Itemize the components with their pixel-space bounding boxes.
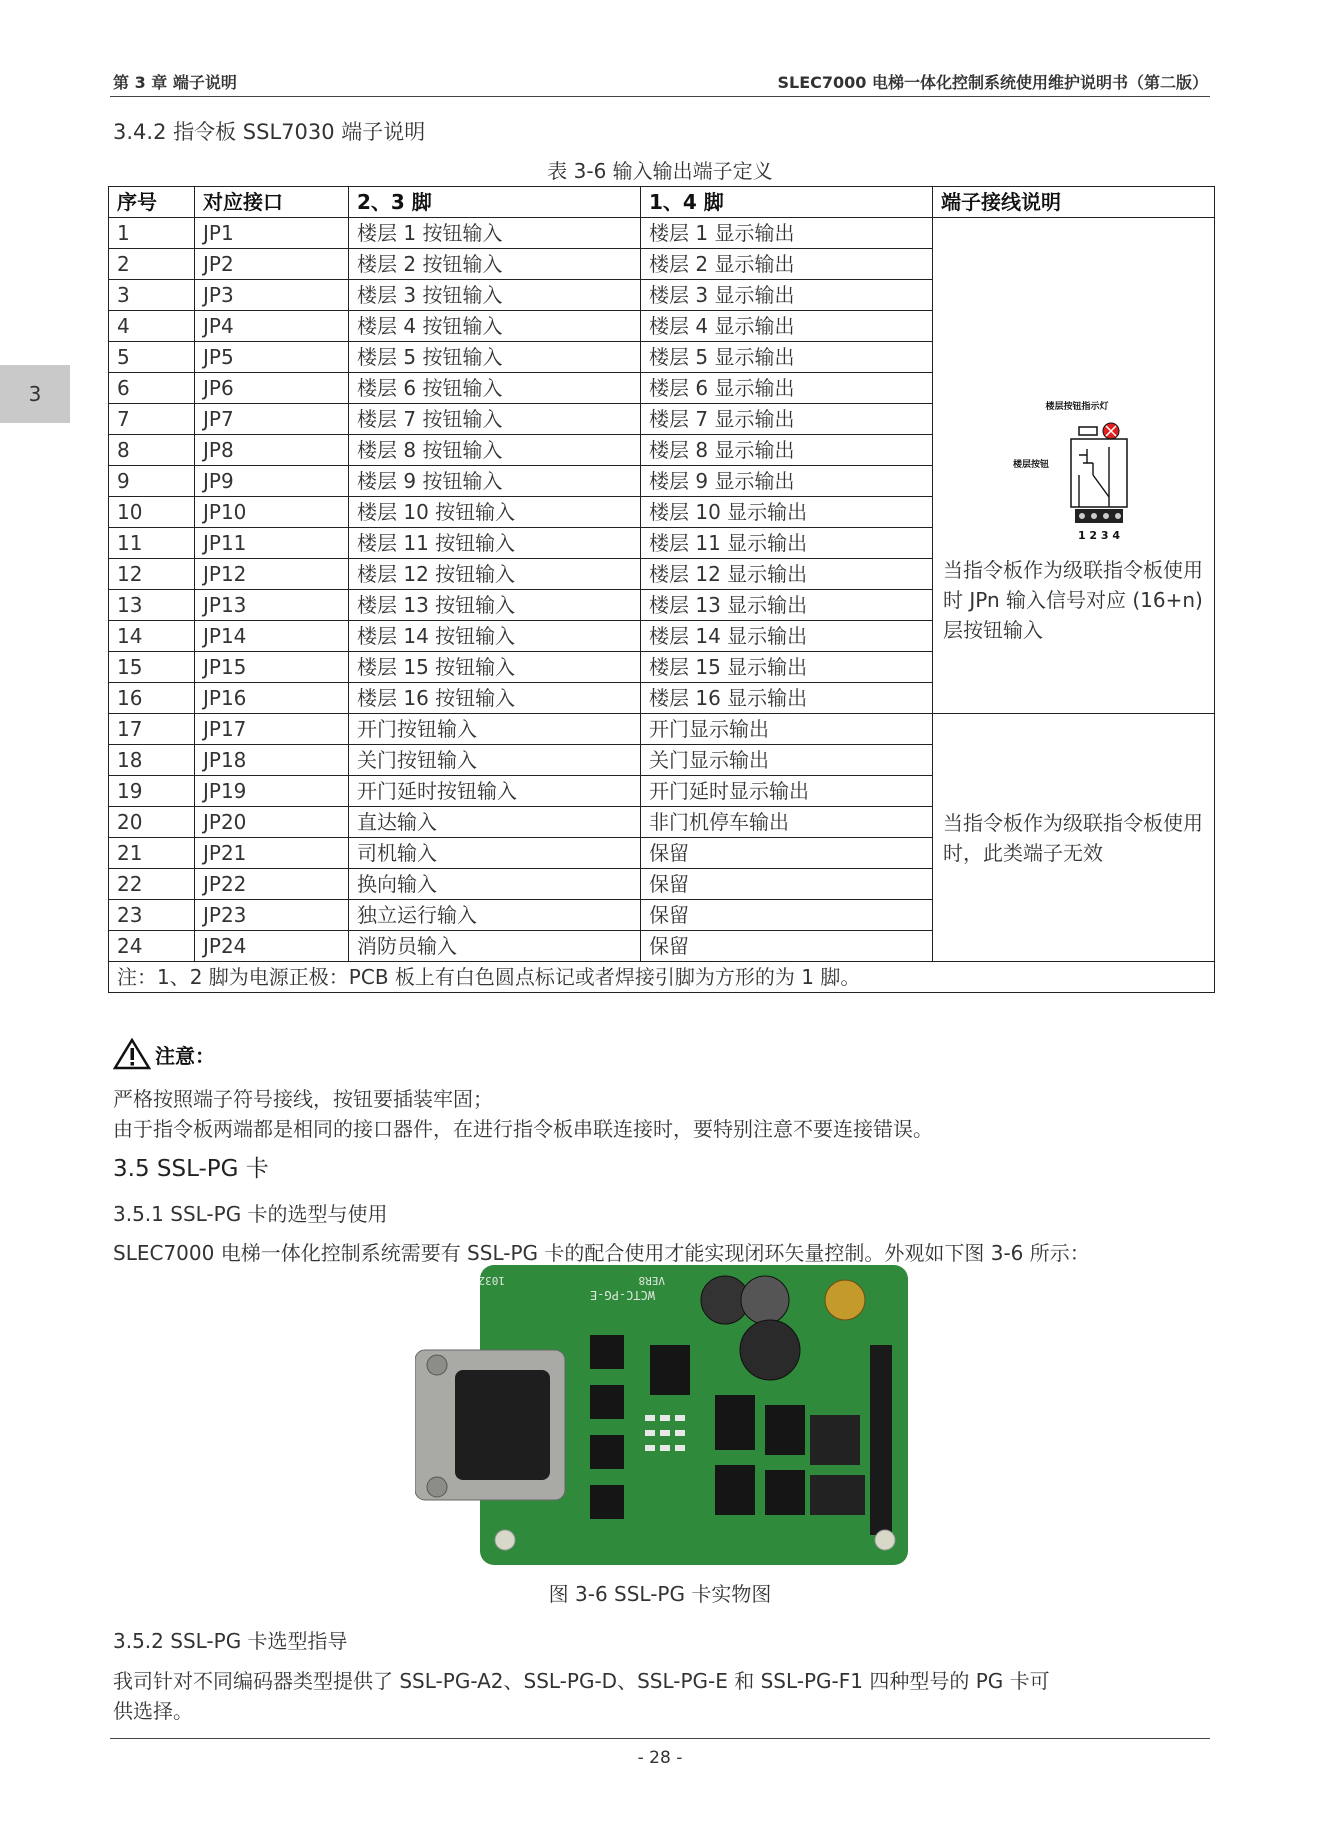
row-pins-2-3: 楼层 4 按钮输入 — [349, 311, 641, 342]
row-pins-1-4: 楼层 1 显示输出 — [641, 218, 933, 249]
row-pins-2-3: 楼层 10 按钮输入 — [349, 497, 641, 528]
row-interface: JP8 — [195, 435, 349, 466]
row-index: 20 — [109, 807, 195, 838]
chapter-header: 第 3 章 端子说明 — [113, 73, 237, 92]
table-caption: 表 3-6 输入输出端子定义 — [547, 159, 773, 183]
footer-divider — [110, 1738, 1210, 1739]
section-3-5-title: 3.5 SSL-PG 卡 — [113, 1156, 269, 1182]
row-index: 1 — [109, 218, 195, 249]
row-index: 7 — [109, 404, 195, 435]
row-pins-2-3: 楼层 1 按钮输入 — [349, 218, 641, 249]
board-number-text: 1032 — [478, 1274, 505, 1287]
row-pins-1-4: 楼层 16 显示输出 — [641, 683, 933, 714]
wiring-note-group-1 — [933, 218, 1215, 714]
row-pins-2-3: 楼层 12 按钮输入 — [349, 559, 641, 590]
row-interface: JP21 — [195, 838, 349, 869]
section-3-5-2-paragraph-line-2: 供选择。 — [113, 1699, 193, 1723]
diagram-pin-numbers: 1 2 3 4 — [1077, 528, 1120, 542]
row-interface: JP23 — [195, 900, 349, 931]
warning-heading — [113, 1038, 215, 1070]
row-index: 19 — [109, 776, 195, 807]
row-pins-1-4: 楼层 11 显示输出 — [641, 528, 933, 559]
row-pins-2-3: 司机输入 — [349, 838, 641, 869]
table-header-row — [109, 187, 1215, 218]
row-interface: JP1 — [195, 218, 349, 249]
row-pins-2-3: 楼层 7 按钮输入 — [349, 404, 641, 435]
row-interface: JP3 — [195, 280, 349, 311]
row-pins-2-3: 独立运行输入 — [349, 900, 641, 931]
row-pins-2-3: 关门按钮输入 — [349, 745, 641, 776]
table-row — [109, 714, 1215, 745]
manual-title-header: SLEC7000 电梯一体化控制系统使用维护说明书（第二版） — [777, 73, 1208, 92]
board-version-text: VER8 — [638, 1274, 665, 1287]
chapter-side-tab: 3 — [0, 365, 70, 423]
row-interface: JP22 — [195, 869, 349, 900]
diagram-button-label: 楼层按钮 — [1012, 459, 1049, 470]
row-pins-1-4: 楼层 6 显示输出 — [641, 373, 933, 404]
section-3-5-2-title: 3.5.2 SSL-PG 卡选型指导 — [113, 1629, 348, 1653]
row-pins-2-3: 楼层 2 按钮输入 — [349, 249, 641, 280]
row-pins-1-4: 楼层 12 显示输出 — [641, 559, 933, 590]
row-pins-1-4: 开门显示输出 — [641, 714, 933, 745]
row-index: 9 — [109, 466, 195, 497]
col-header-interface: 对应接口 — [195, 187, 349, 218]
row-interface: JP5 — [195, 342, 349, 373]
wiring-note-group-2 — [933, 714, 1215, 962]
row-pins-1-4: 楼层 10 显示输出 — [641, 497, 933, 528]
row-pins-1-4: 保留 — [641, 838, 933, 869]
row-index: 14 — [109, 621, 195, 652]
row-index: 10 — [109, 497, 195, 528]
row-interface: JP4 — [195, 311, 349, 342]
row-index: 13 — [109, 590, 195, 621]
row-pins-1-4: 保留 — [641, 869, 933, 900]
row-pins-2-3: 楼层 11 按钮输入 — [349, 528, 641, 559]
row-interface: JP12 — [195, 559, 349, 590]
section-3-5-2-paragraph-line-1: 我司针对不同编码器类型提供了 SSL-PG-A2、SSL-PG-D、SSL-PG-E 和 SSL-PG-F1 四种型号的 PG 卡可 — [113, 1669, 1050, 1693]
row-index: 5 — [109, 342, 195, 373]
row-pins-1-4: 楼层 4 显示输出 — [641, 311, 933, 342]
row-interface: JP10 — [195, 497, 349, 528]
row-pins-2-3: 开门按钮输入 — [349, 714, 641, 745]
row-index: 12 — [109, 559, 195, 590]
table-footnote-row — [109, 962, 1215, 993]
table-footnote: 注：1、2 脚为电源正极：PCB 板上有白色圆点标记或者焊接引脚为方形的为 1 脚。 — [109, 962, 1215, 993]
table-row — [109, 218, 1215, 249]
row-pins-1-4: 楼层 2 显示输出 — [641, 249, 933, 280]
row-index: 3 — [109, 280, 195, 311]
board-silkscreen-text: WCTC-PG-E — [589, 1288, 655, 1302]
row-pins-2-3: 消防员输入 — [349, 931, 641, 962]
row-index: 17 — [109, 714, 195, 745]
io-terminal-table — [108, 186, 1215, 993]
row-pins-2-3: 楼层 13 按钮输入 — [349, 590, 641, 621]
row-interface: JP7 — [195, 404, 349, 435]
row-index: 15 — [109, 652, 195, 683]
row-index: 21 — [109, 838, 195, 869]
warning-line-2: 由于指令板两端都是相同的接口器件，在进行指令板串联连接时，要特别注意不要连接错误。 — [113, 1117, 933, 1141]
row-pins-1-4: 楼层 13 显示输出 — [641, 590, 933, 621]
row-index: 8 — [109, 435, 195, 466]
row-interface: JP24 — [195, 931, 349, 962]
row-pins-2-3: 开门延时按钮输入 — [349, 776, 641, 807]
row-pins-2-3: 楼层 16 按钮输入 — [349, 683, 641, 714]
row-pins-1-4: 楼层 3 显示输出 — [641, 280, 933, 311]
row-interface: JP13 — [195, 590, 349, 621]
row-index: 4 — [109, 311, 195, 342]
row-index: 24 — [109, 931, 195, 962]
row-pins-1-4: 开门延时显示输出 — [641, 776, 933, 807]
row-pins-1-4: 保留 — [641, 931, 933, 962]
row-index: 18 — [109, 745, 195, 776]
row-interface: JP9 — [195, 466, 349, 497]
row-index: 2 — [109, 249, 195, 280]
row-index: 6 — [109, 373, 195, 404]
row-index: 22 — [109, 869, 195, 900]
col-header-pins-2-3: 2、3 脚 — [349, 187, 641, 218]
row-interface: JP20 — [195, 807, 349, 838]
row-pins-1-4: 楼层 15 显示输出 — [641, 652, 933, 683]
section-3-4-2-title: 3.4.2 指令板 SSL7030 端子说明 — [113, 120, 426, 144]
row-pins-2-3: 楼层 6 按钮输入 — [349, 373, 641, 404]
page-number: - 28 - — [637, 1748, 683, 1768]
row-interface: JP2 — [195, 249, 349, 280]
row-interface: JP16 — [195, 683, 349, 714]
wiring-note-text-2: 当指令板作为级联指令板使用时，此类端子无效 — [943, 810, 1203, 865]
row-interface: JP18 — [195, 745, 349, 776]
warning-triangle-icon — [113, 1038, 151, 1070]
row-pins-1-4: 楼层 14 显示输出 — [641, 621, 933, 652]
row-interface: JP17 — [195, 714, 349, 745]
row-pins-1-4: 楼层 7 显示输出 — [641, 404, 933, 435]
row-index: 23 — [109, 900, 195, 931]
wiring-diagram — [1009, 397, 1139, 547]
section-3-5-1-title: 3.5.1 SSL-PG 卡的选型与使用 — [113, 1202, 388, 1226]
diagram-lamp-label: 楼层按钮指示灯 — [1044, 401, 1109, 412]
row-interface: JP11 — [195, 528, 349, 559]
row-pins-2-3: 换向输入 — [349, 869, 641, 900]
row-pins-2-3: 楼层 14 按钮输入 — [349, 621, 641, 652]
row-pins-2-3: 楼层 9 按钮输入 — [349, 466, 641, 497]
warning-line-1: 严格按照端子符号接线，按钮要插装牢固； — [113, 1087, 493, 1111]
row-pins-2-3: 楼层 8 按钮输入 — [349, 435, 641, 466]
row-pins-1-4: 楼层 9 显示输出 — [641, 466, 933, 497]
row-index: 11 — [109, 528, 195, 559]
row-pins-1-4: 非门机停车输出 — [641, 807, 933, 838]
row-interface: JP15 — [195, 652, 349, 683]
section-3-5-1-paragraph: SLEC7000 电梯一体化控制系统需要有 SSL-PG 卡的配合使用才能实现闭环矢量控制。外观如下图 3-6 所示： — [113, 1241, 1090, 1265]
row-pins-1-4: 保留 — [641, 900, 933, 931]
figure-caption: 图 3-6 SSL-PG 卡实物图 — [548, 1582, 772, 1606]
row-pins-1-4: 关门显示输出 — [641, 745, 933, 776]
warning-title: 注意： — [155, 1043, 215, 1068]
wiring-note-text-1: 当指令板作为级联指令板使用时 JPn 输入信号对应 (16+n) 层按钮输入 — [943, 557, 1203, 642]
row-pins-2-3: 直达输入 — [349, 807, 641, 838]
row-pins-2-3: 楼层 3 按钮输入 — [349, 280, 641, 311]
row-pins-1-4: 楼层 8 显示输出 — [641, 435, 933, 466]
row-pins-2-3: 楼层 5 按钮输入 — [349, 342, 641, 373]
row-interface: JP14 — [195, 621, 349, 652]
col-header-wiring-note: 端子接线说明 — [933, 187, 1215, 218]
ssl-pg-card-photo — [415, 1265, 915, 1565]
row-index: 16 — [109, 683, 195, 714]
row-pins-1-4: 楼层 5 显示输出 — [641, 342, 933, 373]
header-divider — [110, 96, 1210, 97]
col-header-index: 序号 — [109, 187, 195, 218]
col-header-pins-1-4: 1、4 脚 — [641, 187, 933, 218]
row-pins-2-3: 楼层 15 按钮输入 — [349, 652, 641, 683]
row-interface: JP6 — [195, 373, 349, 404]
row-interface: JP19 — [195, 776, 349, 807]
